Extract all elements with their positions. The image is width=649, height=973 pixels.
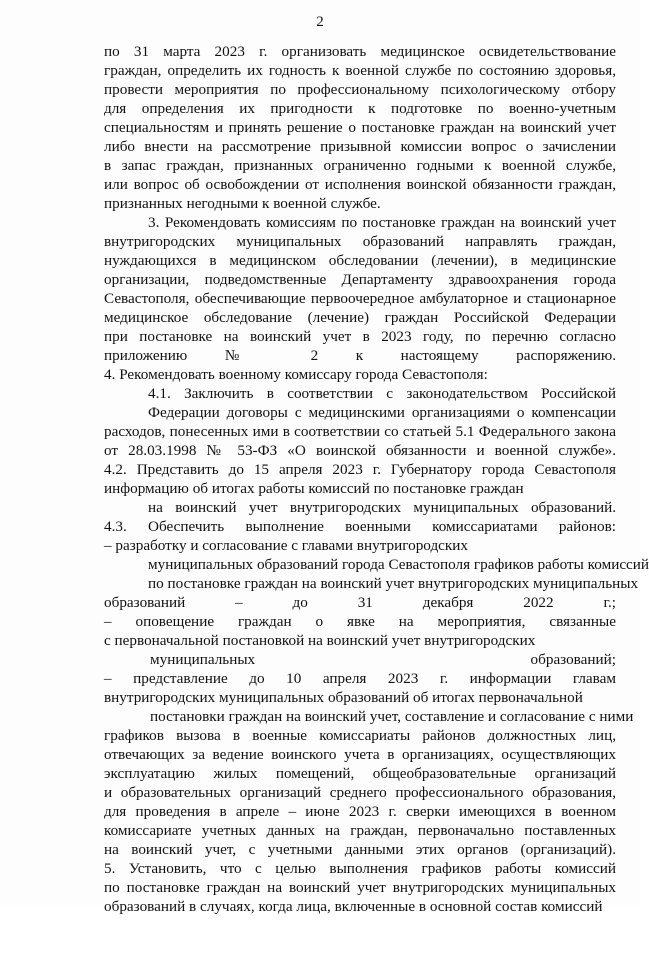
text-line: 4.1. Заключить в соответствии с законодательством Российской <box>148 385 616 402</box>
text-line: – оповещение граждан о явке на мероприятия, связанные <box>104 613 616 630</box>
paragraph-4-3 <box>104 555 649 574</box>
text-line: 4.2. Представить до 15 апреля 2023 г. Губернатору города Севастополя <box>104 461 616 478</box>
text-line: по постановке граждан на воинский учет внутригородских муниципальных <box>148 575 639 592</box>
text-line: графиков вызова в военные комиссариаты районов должностных лиц, <box>104 727 616 744</box>
text-line: комиссариате учетных данных на граждан, первоначально поставленных <box>104 822 616 839</box>
text-line: от 28.03.1998 № 53-ФЗ «О воинской обязанности и военной службе». <box>104 442 616 459</box>
paragraph-2-continuation <box>104 42 616 213</box>
text-line: граждан, определить их годность к военной службе по состоянию здоровья, <box>104 62 616 79</box>
text-line: муниципальных образований; <box>150 651 616 668</box>
text-line <box>104 916 616 935</box>
text-line: образований в случаях, когда лица, включенные в основной состав комиссий <box>104 898 603 915</box>
paragraph-4-1 <box>104 403 616 498</box>
list-item-schedules <box>104 574 639 650</box>
text-line: или вопрос об освобождении от исполнения воинской обязанности граждан, <box>104 176 616 193</box>
text-line: с первоначальной постановкой на воинский учет внутригородских <box>104 632 536 649</box>
text-line: организации, подведомственные Департаменту здравоохранения города <box>104 271 616 288</box>
text-line: образований – до 31 декабря 2022 г.; <box>104 594 616 611</box>
text-line: для определения их пригодности к подготовке по военно-учетным <box>104 100 616 117</box>
text-line: провести мероприятия по профессиональному психологическому отбору <box>104 81 616 98</box>
list-item-submission <box>104 707 634 916</box>
paragraph-3 <box>104 213 616 384</box>
text-line <box>104 935 616 954</box>
text-line: при постановке на воинский учет в 2023 году, по перечню согласно <box>104 328 616 345</box>
text-line: постановки граждан на воинский учет, составление и согласование с ними <box>150 708 634 725</box>
text-line: для проведения в апреле – июне 2023 г. сверки имеющихся в военном <box>104 803 616 820</box>
text-line: либо внести на рассмотрение призывной комиссии вопрос о зачислении <box>104 138 616 155</box>
text-line: в запас граждан, признанных ограниченно годными к военной службе, <box>104 157 616 174</box>
text-line <box>104 954 616 973</box>
text-line: 4.3. Обеспечить выполнение военными комиссариатами районов: <box>104 518 616 535</box>
text-line: расходов, понесенных ими в соответствии со статьей 5.1 Федерального закона <box>104 423 616 440</box>
text-line: Севастополя, обеспечивающие первоочередное амбулаторное и стационарное <box>104 290 616 307</box>
list-item-notification <box>104 650 616 707</box>
text-line: и образовательных организаций среднего профессионального образования, <box>104 784 616 801</box>
text-line: внутригородских муниципальных образований об итогах первоначальной <box>104 689 583 706</box>
text-line: эксплуатацию жилых помещений, общеобразовательные организаций <box>104 765 616 782</box>
document-body <box>104 42 649 973</box>
paragraph-5 <box>104 916 616 973</box>
text-line: муниципальных образований города Севастополя графиков работы комиссий <box>148 556 649 573</box>
text-line: Федерации договоры с медицинскими организациями о компенсации <box>148 404 616 421</box>
paragraph-4 <box>104 384 616 403</box>
page-number: 2 <box>316 14 324 30</box>
text-line: на воинский учет, с учетными данными этих органов (организаций). <box>104 841 616 858</box>
text-line: медицинское обследование (лечение) граждан Российской Федерации <box>104 309 616 326</box>
text-line: отвечающих за ведение воинского учета в организациях, осуществляющих <box>104 746 616 763</box>
text-line: по постановке граждан на воинский учет внутригородских муниципальных <box>104 879 616 896</box>
text-line: приложению № 2 к настоящему распоряжению. <box>104 347 616 364</box>
paragraph-4-2 <box>104 498 616 555</box>
text-line: внутригородских муниципальных образований направлять граждан, <box>104 233 616 250</box>
text-line: – представление до 10 апреля 2023 г. информации главам <box>104 670 616 687</box>
text-line: признанных негодными к военной службе. <box>104 195 381 212</box>
text-line: специальностям и принять решение о постановке граждан на воинский учет <box>104 119 616 136</box>
text-line: нуждающихся в медицинском обследовании (лечении), в медицинские <box>104 252 616 269</box>
text-line: по 31 марта 2023 г. организовать медицинское освидетельствование <box>104 43 616 60</box>
text-line: 4. Рекомендовать военному комиссару города Севастополя: <box>104 366 488 383</box>
text-line: – разработку и согласование с главами внутригородских <box>104 537 469 554</box>
text-line: 3. Рекомендовать комиссиям по постановке граждан на воинский учет <box>148 214 616 231</box>
text-line: на воинский учет внутригородских муниципальных образований. <box>148 499 616 516</box>
text-line: информацию об итогах работы комиссий по постановке граждан <box>104 480 524 497</box>
text-line: 5. Установить, что с целью выполнения графиков работы комиссий <box>104 860 616 877</box>
